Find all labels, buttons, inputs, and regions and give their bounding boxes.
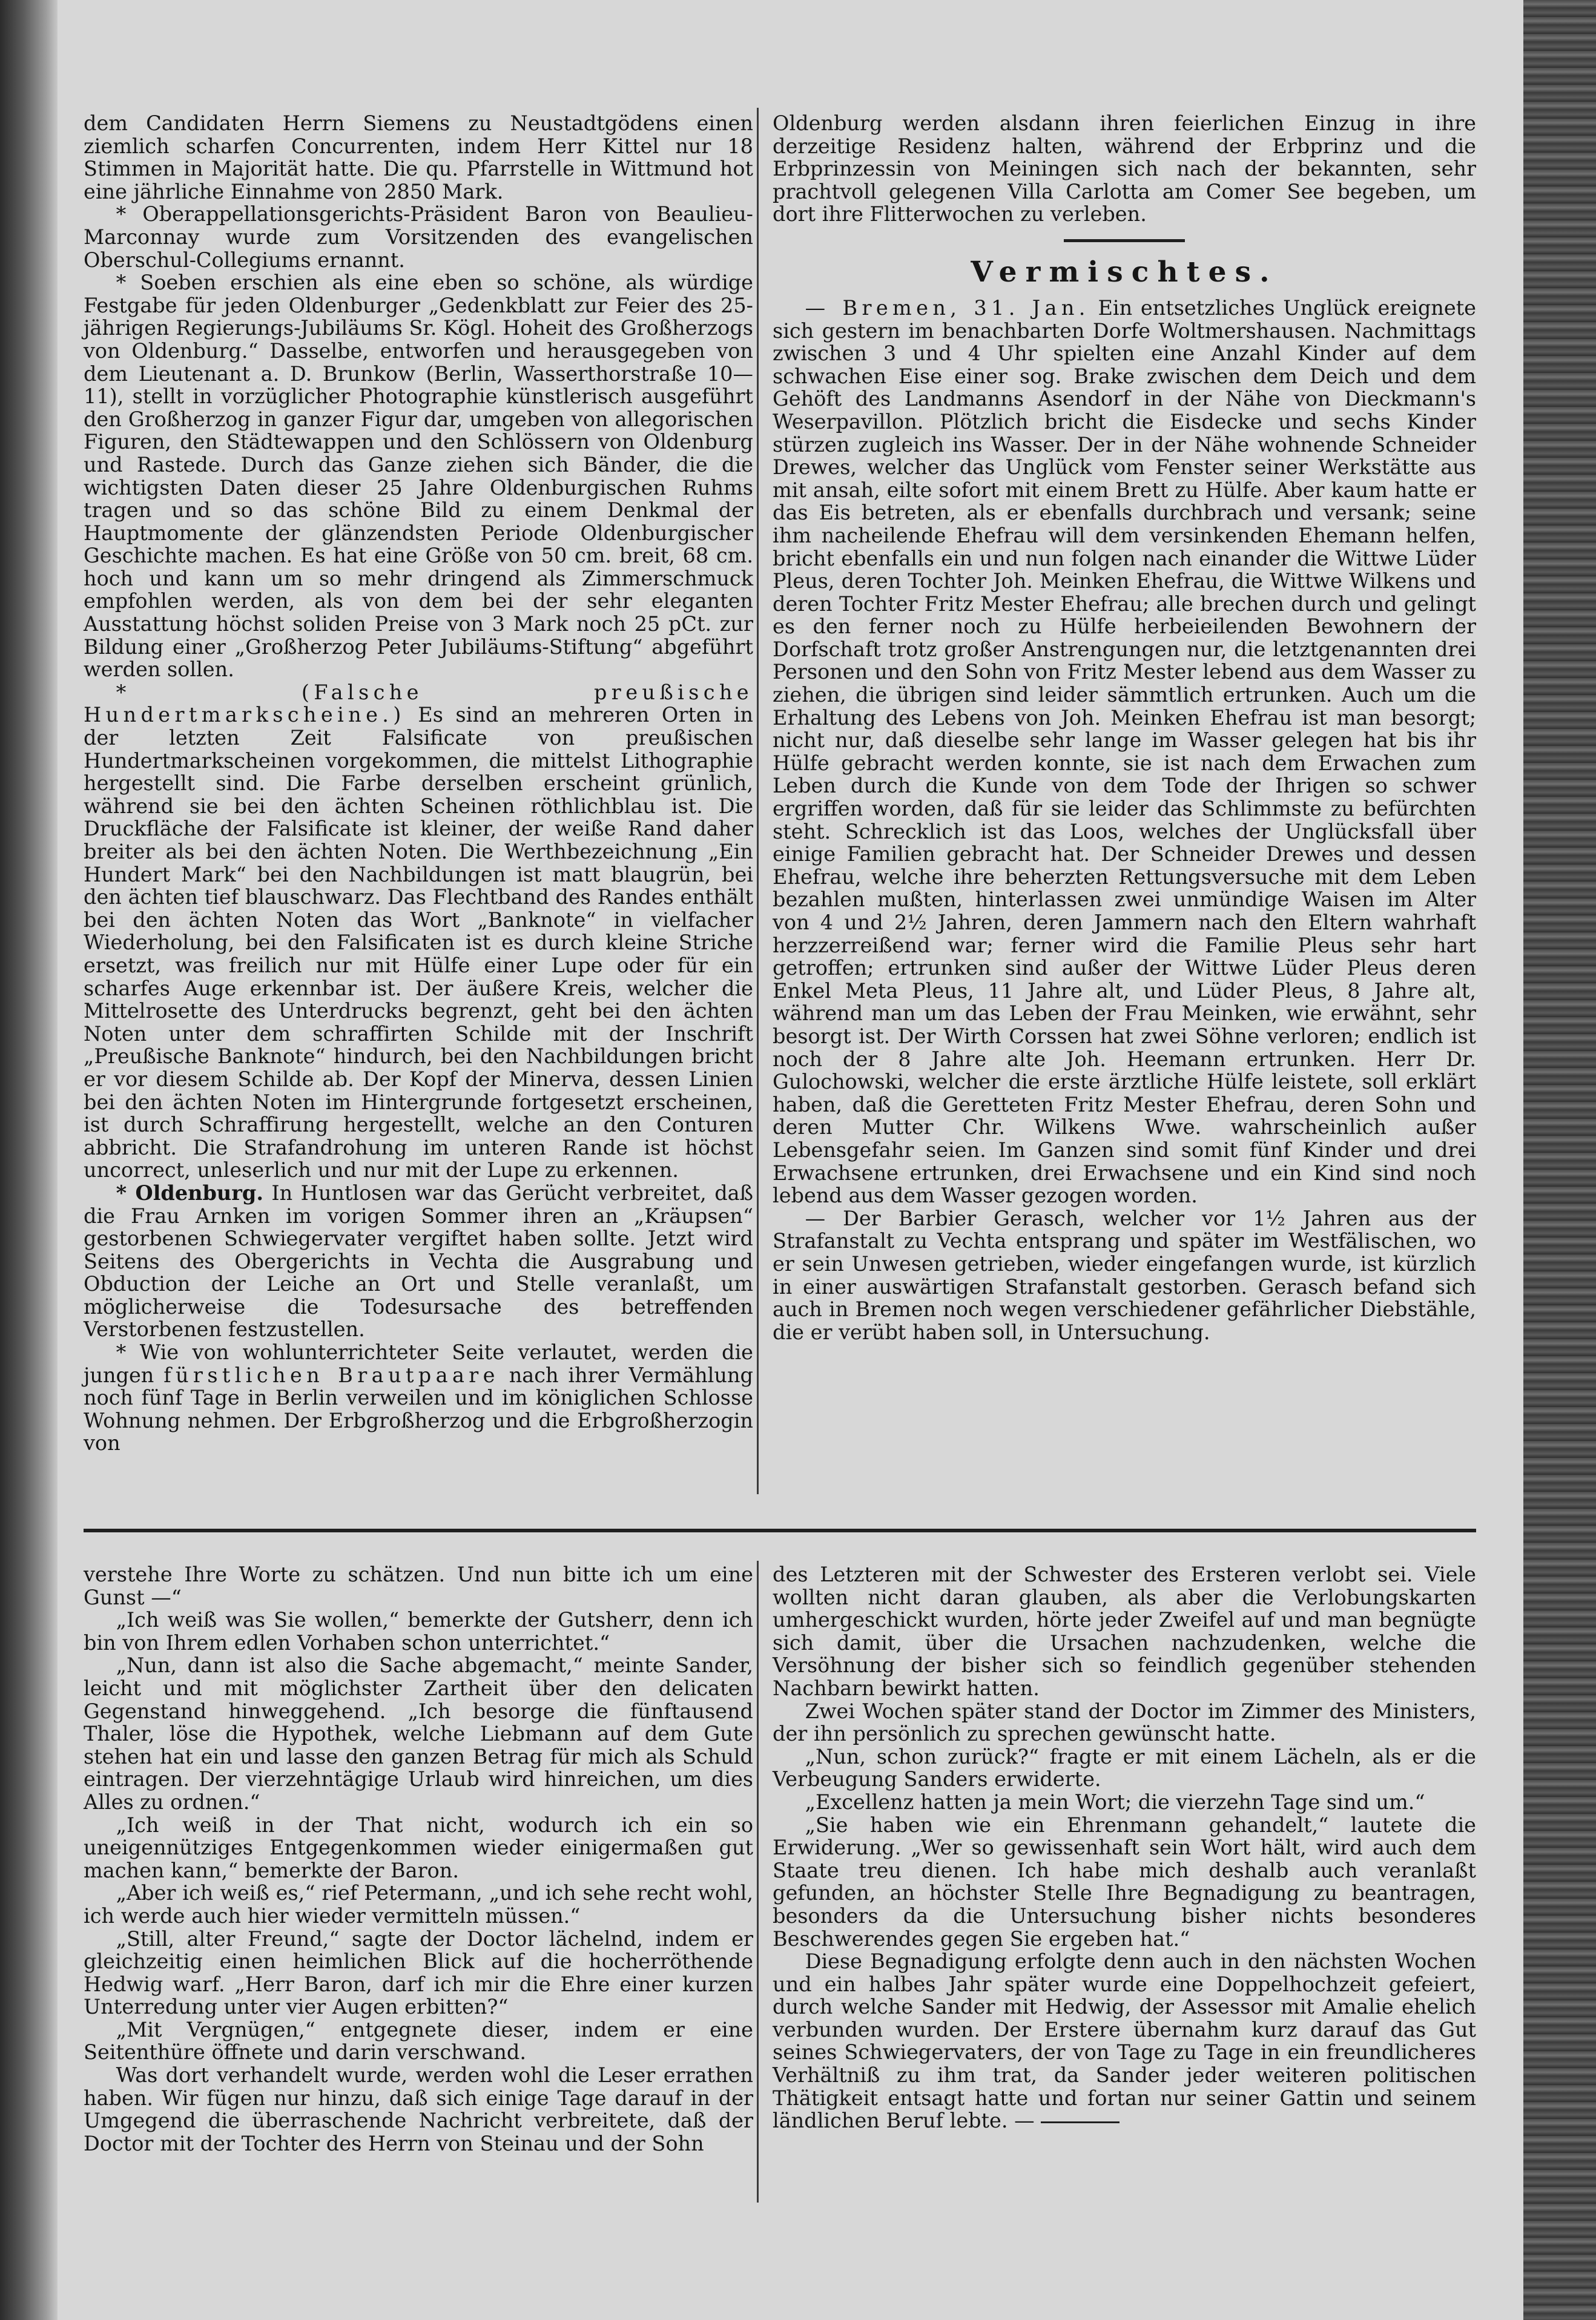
feuilleton-column-right (773, 1563, 1476, 2132)
story-text: „Mit Vergnügen,“ entgegnete dieser, indem er eine Seitenthüre öffnete und darin verschwand. (84, 2017, 753, 2065)
article-oldenburg (84, 1182, 753, 1341)
article-text: Oldenburg werden alsdann ihren feierlichen Einzug in ihre derzeitige Residenz halten, während der Erbprinz und die Erbprinzessin von Meiningen sich nach der bekannten, sehr prachtvoll gelegenen Villa Carlotta am Comer See begeben, um dort ihre Flitterwochen zu verleben. (773, 111, 1476, 226)
article-text: * Wie von wohlunterrichteter Seite verlautet, werden die jungen (84, 1340, 753, 1387)
article-counterfeit-notes (84, 681, 753, 1182)
article-text: * Soeben erschien als eine eben so schöne, als würdige Festgabe für jeden Oldenburger „Gedenkblatt zur Feier des 25-jährigen Regierungs-Jubiläums Sr. Kögl. Hoheit des Großherzogs von Oldenburg.“ Dasselbe, entworfen und herausgegeben von dem Lieutenant a. D. Brunkow (Berlin, Wasserthorstraße 10—11), stellt in vorzüglicher Photographie künstlerisch ausgeführt den Großherzog in ganzer Figur dar, umgeben von allegorischen Figuren, den Städtewappen und den Schlössern von Oldenburg und Rastede. Durch das Ganze ziehen sich Bänder, die die wichtigsten Daten dieser 25 Jahre Oldenburgischen Ruhms tragen und so das schöne Bild zu einem Denkmal der Hauptmomente der glänzendsten Periode Oldenburgischer Geschichte machen. Es hat eine Größe von 50 cm. breit, 68 cm. hoch und kann um so mehr dringend als Zimmerschmuck empfohlen werden, als von dem bei der sehr eleganten Ausstattung höchst soliden Preise von 3 Mark noch 25 pCt. zur Bildung einer „Großherzog Peter Jubiläums-Stiftung“ abgeführt werden sollen. (84, 271, 753, 682)
story-text: des Letzteren mit der Schwester des Ersteren verlobt sei. Viele wollten nicht daran glauben, als aber die Verlobungskarten umhergeschickt wurden, hörte jeder Zweifel auf und man begnügte sich damit, über die Ursachen nachzudenken, welche die Versöhnung der bisher sich so feindlich gegenüber stehenden Nachbarn bewirkt hatten. (773, 1563, 1476, 1700)
column-divider-bottom (757, 1561, 759, 2203)
article-text: Ein entsetzliches Unglück ereignete sich gestern im benachbarten Dorfe Woltmershausen. Nachmittags zwischen 3 und 4 Uhr spielten eine Anzahl Kinder auf dem schwachen Eise einer sog. Brake zwischen dem Deich und dem Gehöft des Landmanns Asendorf in der Nähe von Dieckmann's Weserpavillon. Plötzlich bricht die Eisdecke und sechs Kinder stürzen zugleich ins Wasser. Der in der Nähe wohnende Schneider Drewes, welcher das Unglück vom Fenster seiner Werkstätte aus mit ansah, eilte sofort mit einem Brett zu Hülfe. Aber kaum hatte er das Eis betreten, als er ebenfalls durchbrach und versank; seine ihm nacheilende Ehefrau will dem versinkenden Ehemann helfen, bricht ebenfalls ein und nun folgen nach einander die Wittwe Lüder Pleus, deren Tochter Joh. Meinken Ehefrau, die Wittwe Wilkens und deren Tochter Fritz Mester Ehefrau; alle brechen durch und gelingt es den ferner noch zu Hülfe herbeieilenden Bewohnern der Dorfschaft trotz großer Anstrengungen nur, die letztgenannten drei Personen und den Sohn von Fritz Mester lebend aus dem Wasser zu ziehen, die übrigen sind leider sämmtlich ertrunken. Auch um die Erhaltung des Lebens von Joh. Meinken Ehefrau ist man besorgt; nicht nur, daß dieselbe sehr lange im Wasser gelegen hat bis ihr Hülfe gebracht werden konnte, sie ist nach dem Erwachen zum Leben durch die Kunde von dem Tode der Ihrigen so schwer ergriffen worden, daß für sie leider das Schlimmste zu befürchten steht. Schrecklich ist das Loos, welches der Unglücksfall über einige Familien gebracht hat. Der Schneider Drewes und dessen Ehefrau, welche ihre beherzten Rettungsversuche mit dem Leben bezahlen mußten, hinterlassen zwei unmündige Waisen im Alter von 4 und 2½ Jahren, deren Jammern nach den Eltern wahrhaft herzzerreißend war; ferner wird die Familie Pleus sehr hart getroffen; ertrunken sind außer der Wittwe Lüder Pleus deren Enkel Meta Pleus, 11 Jahre alt, und Lüder Pleus, 8 Jahre alt, während man um das Leben der Frau Meinken, wie erwähnt, sehr besorgt ist. Der Wirth Corssen hat zwei Söhne verloren; endlich ist noch der 8 Jahre alte Joh. Heemann ertrunken. Herr Dr. Gulochowski, welcher die erste ärztliche Hülfe leistete, soll erklärt haben, daß die Geretteten Fritz Mester Ehefrau, deren Sohn und deren Mutter Chr. Wilkens Wwe. wahrscheinlich außer Lebensgefahr seien. Im Ganzen sind somit fünf Kinder und drei Erwachsene ertrunken, drei Erwachsene und ein Kind sind noch lebend aus dem Wasser gezogen worden. (773, 295, 1476, 1208)
article-bremen (773, 297, 1476, 1207)
article-text: nach ihrer Vermählung noch fünf Tage in Berlin verweilen und im königlichen Schlosse Wohnung nehmen. Der Erbgroßherzog und die Erbgroßherzogin von (84, 1363, 753, 1455)
story-text: „Sie haben wie ein Ehrenmann gehandelt,“ lautete die Erwiderung. „Wer so gewissenhaft sein Wort hält, wird auch dem Staate treu dienen. Ich habe mich deshalb auch veranlaßt gefunden, an höchster Stelle Ihre Begnadigung zu beantragen, besonders da die Untersuchung bisher nichts besonderes Beschwerendes gegen Sie ergeben hat.“ (773, 1813, 1476, 1951)
book-spine (1523, 0, 1596, 2320)
story-text: Was dort verhandelt wurde, werden wohl die Leser errathen haben. Wir fügen nur hinzu, daß sich einige Tage darauf in der Umgegend die überraschende Nachricht verbreitete, daß der Doctor mit der Tochter des Herrn von Steinau und der Sohn (84, 2063, 753, 2155)
section-rule (1064, 239, 1185, 242)
feuilleton-column-left (84, 1563, 753, 2155)
story-text: „Nun, dann ist also die Sache abgemacht,“ meinte Sander, leicht und mit möglichster Zartheit über den delicaten Gegenstand hinweggehend. „Ich besorge die fünftausend Thaler, löse die Hypothek, welche Liebmann auf dem Gute stehen hat ein und lasse den ganzen Betrag für mich als Schuld eintragen. Der vierzehntägige Urlaub wird hinreichen, um dies Alles zu ordnen.“ (84, 1653, 753, 1814)
article-text: dem Candidaten Herrn Siemens zu Neustadtgödens einen ziemlich scharfen Concurrenten, indem Herr Kittel nur 18 Stimmen in Majorität hatte. Die qu. Pfarrstelle in Wittmund hot eine jährliche Einnahme von 2850 Mark. (84, 111, 753, 203)
article-heading: * Oldenburg. (116, 1181, 264, 1205)
article-heading: — Bremen, 31. Jan. (805, 295, 1090, 320)
story-text: „Ich weiß was Sie wollen,“ bemerkte der Gutsherr, denn ich bin von Ihrem edlen Vorhaben schon unterrichtet.“ (84, 1608, 753, 1655)
story-text: Zwei Wochen später stand der Doctor im Zimmer des Ministers, der ihn persönlich zu sprechen gewünscht hatte. (773, 1699, 1476, 1746)
left-page-edge (0, 0, 58, 2320)
emphasized-text: fürstlichen Brautpaare (163, 1363, 500, 1387)
column-divider-top (757, 108, 759, 1494)
story-text: „Aber ich weiß es,“ rief Petermann, „und ich sehe recht wohl, ich werde auch hier wieder vermitteln müssen.“ (84, 1881, 753, 1928)
article-text: Es sind an mehreren Orten in der letzten Zeit Falsificate von preußischen Hundertmarkscheinen vorgekommen, die mittelst Lithographie hergestellt sind. Die Farbe derselben erscheint grünlich, während sie bei den ächten Scheinen röthlichblau ist. Die Druckfläche der Falsificate ist kleiner, der weiße Rand daher breiter als bei den ächten Noten. Die Werthbezeichnung „Ein Hundert Mark“ bei den Nachbildungen ist matt blaugrün, bei den ächten tief blauschwarz. Das Flechtband des Randes enthält bei den ächten Noten das Wort „Banknote“ in vielfacher Wiederholung, bei den Falsificaten ist es durch kleine Striche ersetzt, was freilich nur mit Hülfe einer Lupe oder für ein scharfes Auge erkennbar ist. Der äußere Kreis, welcher die Mittelrosette des Unterdrucks begrenzt, geht bei den ächten Noten unter dem schraffirten Schilde mit der Inschrift „Preußische Banknote“ hindurch, bei den Nachbildungen bricht er vor diesem Schilde ab. Der Kopf der Minerva, dessen Linien bei den ächten Noten im Hintergrunde fortgesetzt erscheinen, ist durch Schraffirung hergestellt, welche an den Conturen abbricht. Die Strafandrohung im unteren Rande ist höchst uncorrect, unleserlich und nur mit der Lupe zu erkennen. (84, 703, 753, 1182)
story-text: „Nun, schon zurück?“ fragte er mit einem Lächeln, als er die Verbeugung Sanders erwiderte. (773, 1744, 1476, 1791)
newspaper-page (58, 0, 1523, 2320)
end-rule (1041, 2121, 1120, 2123)
story-text (773, 1950, 1476, 2132)
story-text: „Excellenz hatten ja mein Wort; die vierzehn Tage sind um.“ (805, 1790, 1425, 1814)
section-title: Vermischtes. (971, 255, 1278, 289)
article-royal-couples (84, 1341, 753, 1455)
article-heading: * (Falsche preußische Hundertmarkscheine.) (84, 680, 753, 727)
story-text: „Still, alter Freund,“ sagte der Doctor lächelnd, indem er gleichzeitig einen heimlichen Blick auf die hocherröthende Hedwig warf. „Herr Baron, darf ich mir die Ehre einer kurzen Unterredung unter vier Augen erbitten?“ (84, 1926, 753, 2019)
article-text: — Der Barbier Gerasch, welcher vor 1½ Jahren aus der Strafanstalt zu Vechta entsprang und später im Westfälischen, wo er sein Unwesen getrieben, wieder eingefangen wurde, ist kürzlich in einer auswärtigen Strafanstalt gestorben. Gerasch befand sich auch in Bremen noch wegen verschiedener gefährlicher Diebstähle, die er verübt haben soll, in Untersuchung. (773, 1206, 1476, 1344)
feuilleton-separator-rule (84, 1529, 1476, 1532)
article-text: * Oberappellationsgerichts-Präsident Baron von Beaulieu-Marconnay wurde zum Vorsitzenden des evangelischen Oberschul-Collegiums ernannt. (84, 202, 753, 272)
story-text: verstehe Ihre Worte zu schätzen. Und nun bitte ich um eine Gunst —“ (84, 1563, 753, 1609)
story-text-final: Diese Begnadigung erfolgte denn auch in den nächsten Wochen und ein halbes Jahr später wurde eine Doppelhochzeit gefeiert, durch welche Sander mit Hedwig, der Assessor mit Amalie ehelich verbunden wurden. Der Erstere übernahm kurz darauf das Gut seines Schwiegervaters, der von Tage zu Tage in ein freundlicheres Verhältniß zu ihm trat, da Sander jeder weiteren politischen Thätigkeit entsagt hatte und fortan nur seiner Gattin und seinem ländlichen Beruf lebte. — (773, 1949, 1476, 2133)
story-text: „Ich weiß in der That nicht, wodurch ich ein so uneigennütziges Entgegenkommen wieder einigermaßen gut machen kann,“ bemerkte der Baron. (84, 1813, 753, 1882)
article-text: In Huntlosen war das Gerücht verbreitet, daß die Frau Arnken im vorigen Sommer ihren an „Kräupsen“ gestorbenen Schwiegervater vergiftet haben sollte. Jetzt wird Seitens des Obergerichts in Vechta die Ausgrabung und Obduction der Leiche an Ort und Stelle veranlaßt, um möglicherweise die Todesursache des betreffenden Verstorbenen festzustellen. (84, 1181, 753, 1342)
news-column-right (773, 112, 1476, 1343)
news-column-left (84, 112, 753, 1455)
